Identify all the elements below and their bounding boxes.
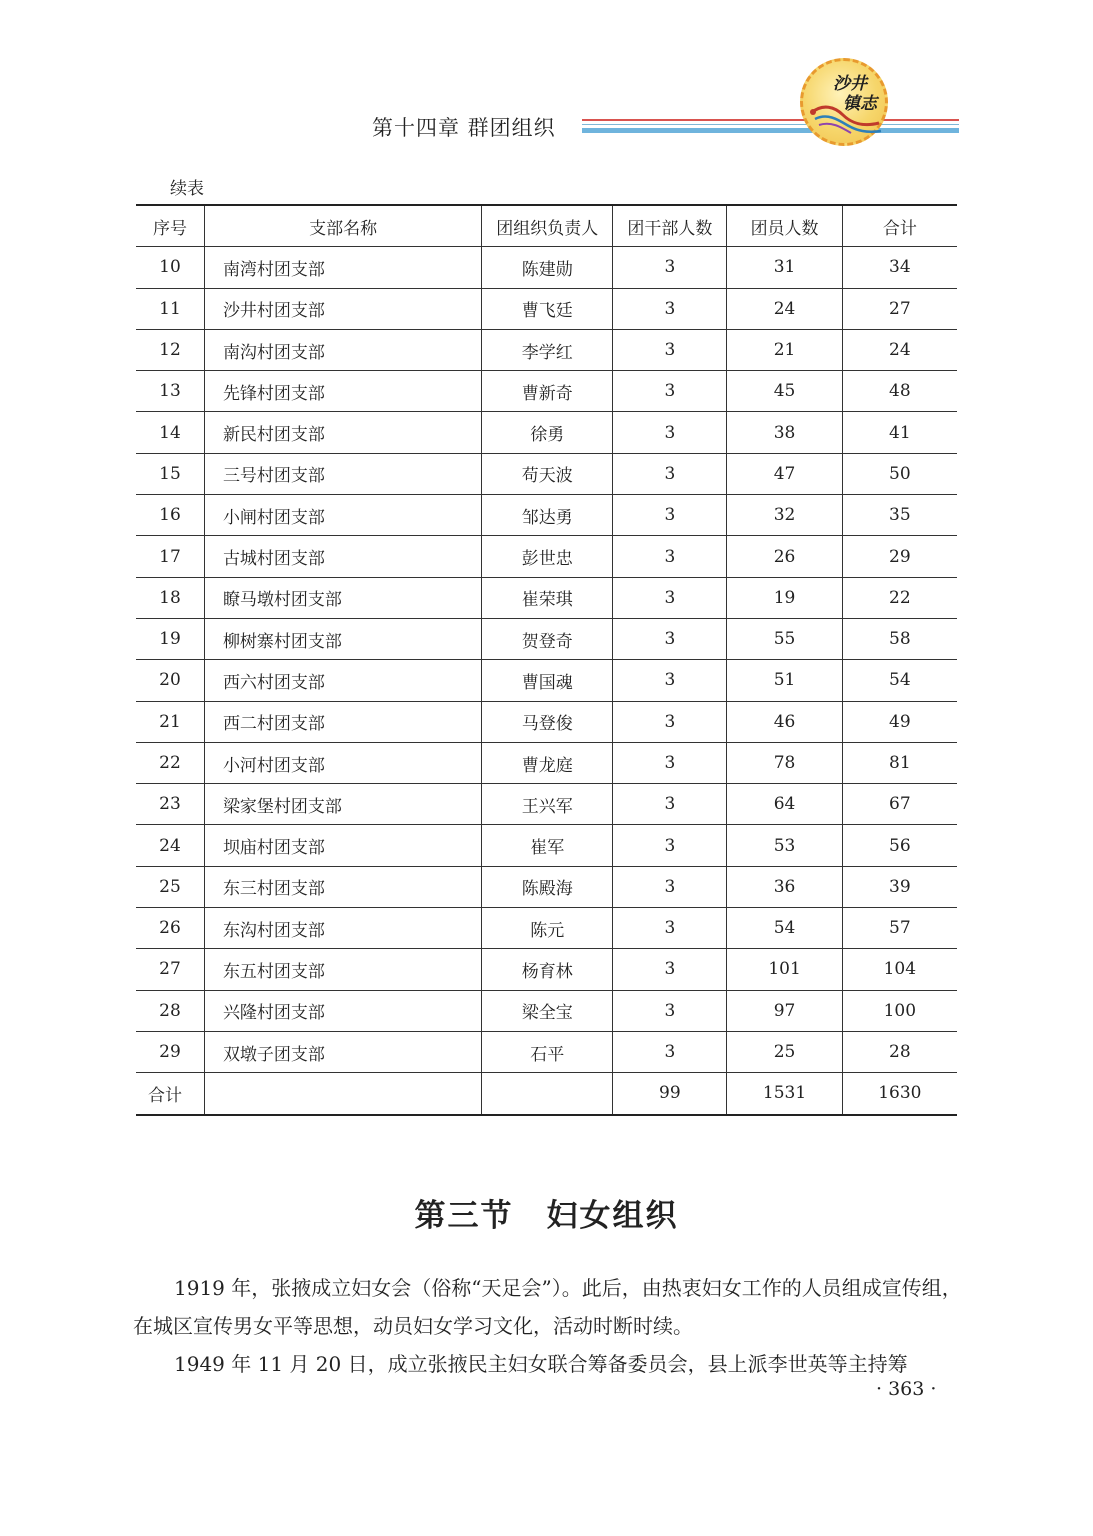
branch-name: 三号村团支部 bbox=[204, 453, 481, 494]
member-count: 25 bbox=[727, 1031, 842, 1072]
row-index: 23 bbox=[136, 784, 204, 825]
table-continued-label: 续表 bbox=[170, 179, 204, 199]
member-count: 51 bbox=[727, 660, 842, 701]
branch-name: 新民村团支部 bbox=[204, 412, 481, 453]
row-index: 28 bbox=[136, 990, 204, 1031]
total-branch-name bbox=[204, 1073, 481, 1115]
chapter-header-title: 第十四章 群团组织 bbox=[372, 116, 556, 140]
row-total: 56 bbox=[842, 825, 957, 866]
cadre-count: 3 bbox=[613, 371, 727, 412]
leader-name: 李学红 bbox=[482, 329, 613, 370]
leader-name: 邹达勇 bbox=[482, 495, 613, 536]
branch-name: 瞭马墩村团支部 bbox=[204, 577, 481, 618]
leader-name: 贺登奇 bbox=[482, 618, 613, 659]
logo-text-line2: 镇志 bbox=[843, 94, 877, 114]
cadre-count: 3 bbox=[613, 618, 727, 659]
cadre-count: 3 bbox=[613, 701, 727, 742]
branch-name: 柳树寨村团支部 bbox=[204, 618, 481, 659]
branch-name: 小河村团支部 bbox=[204, 742, 481, 783]
branch-name: 梁家堡村团支部 bbox=[204, 784, 481, 825]
member-count: 47 bbox=[727, 453, 842, 494]
cadre-count: 3 bbox=[613, 866, 727, 907]
row-total: 39 bbox=[842, 866, 957, 907]
body-paragraph: 1949 年 11 月 20 日，成立张掖民主妇女联合筹备委员会，县上派李世英等主持筹 bbox=[174, 1352, 908, 1376]
table-row bbox=[136, 536, 957, 577]
youth-branch-table bbox=[136, 204, 957, 1116]
member-count: 55 bbox=[727, 618, 842, 659]
total-label: 合计 bbox=[136, 1073, 204, 1115]
table-row bbox=[136, 1031, 957, 1072]
row-total: 49 bbox=[842, 701, 957, 742]
cadre-count: 3 bbox=[613, 908, 727, 949]
leader-name: 陈殿海 bbox=[482, 866, 613, 907]
row-total: 57 bbox=[842, 908, 957, 949]
logo-text-line1: 沙井 bbox=[833, 74, 867, 94]
total-cadres: 99 bbox=[613, 1073, 727, 1115]
branch-name: 东五村团支部 bbox=[204, 949, 481, 990]
cadre-count: 3 bbox=[613, 1031, 727, 1072]
table-row bbox=[136, 371, 957, 412]
row-index: 17 bbox=[136, 536, 204, 577]
cadre-count: 3 bbox=[613, 825, 727, 866]
row-total: 50 bbox=[842, 453, 957, 494]
row-total: 24 bbox=[842, 329, 957, 370]
row-index: 18 bbox=[136, 577, 204, 618]
branch-name: 双墩子团支部 bbox=[204, 1031, 481, 1072]
section-title: 第三节 妇女组织 bbox=[414, 1198, 679, 1234]
row-index: 15 bbox=[136, 453, 204, 494]
row-total: 48 bbox=[842, 371, 957, 412]
row-total: 28 bbox=[842, 1031, 957, 1072]
row-index: 10 bbox=[136, 247, 204, 288]
page-number: · 363 · bbox=[876, 1378, 937, 1400]
leader-name: 马登俊 bbox=[482, 701, 613, 742]
row-index: 25 bbox=[136, 866, 204, 907]
member-count: 26 bbox=[727, 536, 842, 577]
row-index: 26 bbox=[136, 908, 204, 949]
leader-name: 陈元 bbox=[482, 908, 613, 949]
col-header-cadres: 团干部人数 bbox=[613, 205, 727, 247]
table-row bbox=[136, 949, 957, 990]
cadre-count: 3 bbox=[613, 453, 727, 494]
header-rule-thin bbox=[582, 124, 959, 125]
table-row bbox=[136, 866, 957, 907]
leader-name: 石平 bbox=[482, 1031, 613, 1072]
cadre-count: 3 bbox=[613, 536, 727, 577]
row-index: 29 bbox=[136, 1031, 204, 1072]
row-index: 22 bbox=[136, 742, 204, 783]
leader-name: 苟天波 bbox=[482, 453, 613, 494]
branch-name: 古城村团支部 bbox=[204, 536, 481, 577]
leader-name: 陈建勋 bbox=[482, 247, 613, 288]
row-total: 34 bbox=[842, 247, 957, 288]
cadre-count: 3 bbox=[613, 949, 727, 990]
branch-name: 兴隆村团支部 bbox=[204, 990, 481, 1031]
row-index: 13 bbox=[136, 371, 204, 412]
table-row bbox=[136, 329, 957, 370]
member-count: 45 bbox=[727, 371, 842, 412]
member-count: 53 bbox=[727, 825, 842, 866]
member-count: 36 bbox=[727, 866, 842, 907]
row-total: 58 bbox=[842, 618, 957, 659]
row-total: 100 bbox=[842, 990, 957, 1031]
row-index: 20 bbox=[136, 660, 204, 701]
leader-name: 梁全宝 bbox=[482, 990, 613, 1031]
leader-name: 王兴军 bbox=[482, 784, 613, 825]
total-members: 1531 bbox=[727, 1073, 842, 1115]
member-count: 19 bbox=[727, 577, 842, 618]
town-record-logo bbox=[800, 58, 888, 146]
branch-name: 沙井村团支部 bbox=[204, 288, 481, 329]
col-header-index: 序号 bbox=[136, 205, 204, 247]
col-header-leader: 团组织负责人 bbox=[482, 205, 613, 247]
leader-name: 徐勇 bbox=[482, 412, 613, 453]
member-count: 31 bbox=[727, 247, 842, 288]
member-count: 101 bbox=[727, 949, 842, 990]
row-total: 81 bbox=[842, 742, 957, 783]
leader-name: 曹新奇 bbox=[482, 371, 613, 412]
cadre-count: 3 bbox=[613, 288, 727, 329]
member-count: 21 bbox=[727, 329, 842, 370]
leader-name: 彭世忠 bbox=[482, 536, 613, 577]
branch-name: 小闸村团支部 bbox=[204, 495, 481, 536]
member-count: 46 bbox=[727, 701, 842, 742]
row-total: 104 bbox=[842, 949, 957, 990]
cadre-count: 3 bbox=[613, 412, 727, 453]
leader-name: 曹龙庭 bbox=[482, 742, 613, 783]
leader-name: 曹飞廷 bbox=[482, 288, 613, 329]
body-paragraph: 1919 年，张掖成立妇女会（俗称“天足会”）。此后，由热衷妇女工作的人员组成宣传组，在城区宣传男女平等思想，动员妇女学习文化，活动时断时续。 bbox=[133, 1276, 962, 1338]
member-count: 32 bbox=[727, 495, 842, 536]
member-count: 78 bbox=[727, 742, 842, 783]
row-index: 16 bbox=[136, 495, 204, 536]
table-row bbox=[136, 908, 957, 949]
member-count: 38 bbox=[727, 412, 842, 453]
row-total: 54 bbox=[842, 660, 957, 701]
cadre-count: 3 bbox=[613, 742, 727, 783]
col-header-branch-name: 支部名称 bbox=[204, 205, 481, 247]
row-total: 22 bbox=[842, 577, 957, 618]
leader-name: 崔荣琪 bbox=[482, 577, 613, 618]
row-index: 19 bbox=[136, 618, 204, 659]
row-index: 11 bbox=[136, 288, 204, 329]
total-leader bbox=[482, 1073, 613, 1115]
col-header-members: 团员人数 bbox=[727, 205, 842, 247]
branch-name: 西六村团支部 bbox=[204, 660, 481, 701]
total-sum: 1630 bbox=[842, 1073, 957, 1115]
member-count: 64 bbox=[727, 784, 842, 825]
member-count: 97 bbox=[727, 990, 842, 1031]
table-row bbox=[136, 453, 957, 494]
cadre-count: 3 bbox=[613, 990, 727, 1031]
leader-name: 杨育林 bbox=[482, 949, 613, 990]
row-total: 29 bbox=[842, 536, 957, 577]
table-row bbox=[136, 577, 957, 618]
table-row bbox=[136, 247, 957, 288]
row-index: 24 bbox=[136, 825, 204, 866]
row-index: 14 bbox=[136, 412, 204, 453]
header-rule-blue bbox=[582, 128, 959, 133]
row-total: 27 bbox=[842, 288, 957, 329]
row-index: 12 bbox=[136, 329, 204, 370]
row-index: 27 bbox=[136, 949, 204, 990]
cadre-count: 3 bbox=[613, 577, 727, 618]
branch-name: 南沟村团支部 bbox=[204, 329, 481, 370]
cadre-count: 3 bbox=[613, 784, 727, 825]
table-row bbox=[136, 742, 957, 783]
cadre-count: 3 bbox=[613, 329, 727, 370]
branch-name: 南湾村团支部 bbox=[204, 247, 481, 288]
header-rule-red bbox=[582, 119, 959, 121]
branch-name: 东沟村团支部 bbox=[204, 908, 481, 949]
table-row bbox=[136, 412, 957, 453]
leader-name: 崔军 bbox=[482, 825, 613, 866]
table-row bbox=[136, 825, 957, 866]
cadre-count: 3 bbox=[613, 660, 727, 701]
cadre-count: 3 bbox=[613, 247, 727, 288]
branch-name: 先锋村团支部 bbox=[204, 371, 481, 412]
table-row bbox=[136, 784, 957, 825]
branch-name: 西二村团支部 bbox=[204, 701, 481, 742]
table-header-row bbox=[136, 205, 957, 247]
row-index: 21 bbox=[136, 701, 204, 742]
branch-name: 东三村团支部 bbox=[204, 866, 481, 907]
row-total: 41 bbox=[842, 412, 957, 453]
row-total: 67 bbox=[842, 784, 957, 825]
table-row bbox=[136, 495, 957, 536]
member-count: 24 bbox=[727, 288, 842, 329]
table-row bbox=[136, 701, 957, 742]
cadre-count: 3 bbox=[613, 495, 727, 536]
col-header-total: 合计 bbox=[842, 205, 957, 247]
branch-name: 坝庙村团支部 bbox=[204, 825, 481, 866]
table-row bbox=[136, 618, 957, 659]
row-total: 35 bbox=[842, 495, 957, 536]
table-row bbox=[136, 288, 957, 329]
table-total-row bbox=[136, 1073, 957, 1115]
leader-name: 曹国魂 bbox=[482, 660, 613, 701]
member-count: 54 bbox=[727, 908, 842, 949]
table-row bbox=[136, 660, 957, 701]
table-row bbox=[136, 990, 957, 1031]
